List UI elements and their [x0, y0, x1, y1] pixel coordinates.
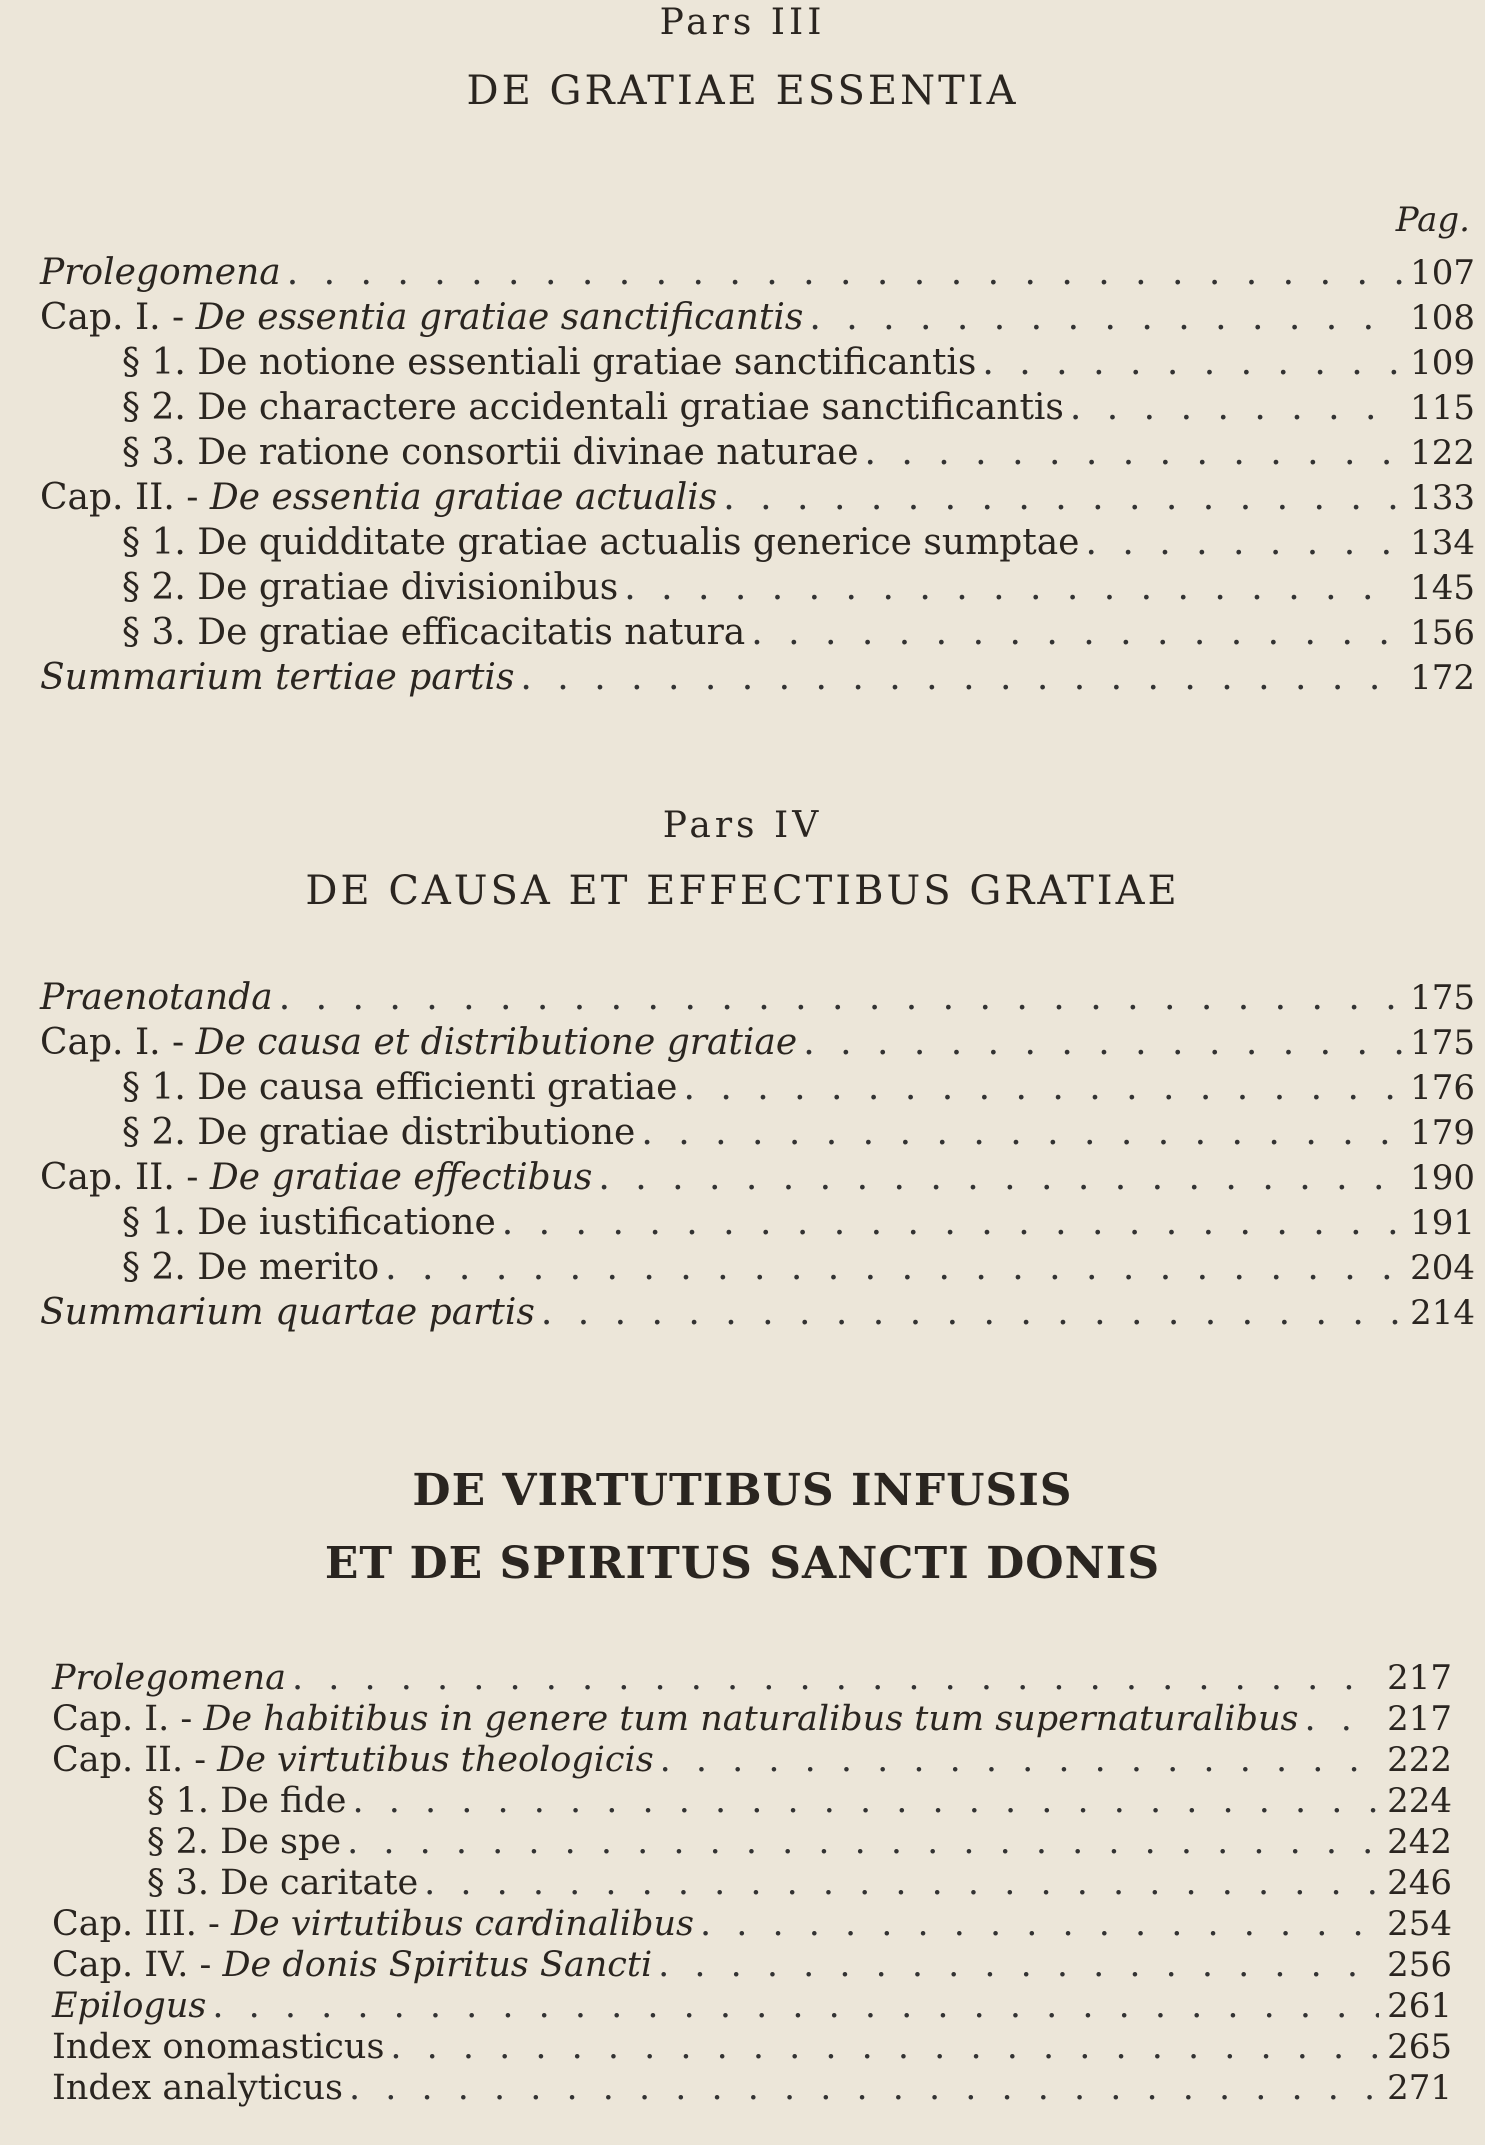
virtutes-title-line1: DE VIRTUTIBUS INFUSIS [412, 1465, 1073, 1516]
toc-entry-page-number: 246 [1387, 1863, 1452, 1903]
toc-entry-prefix: Cap. I. - [40, 297, 196, 338]
toc-entry-label [52, 1699, 1304, 1740]
toc-entry-page-number: 175 [1410, 1023, 1475, 1063]
toc-entry-label [40, 655, 520, 700]
toc-entry [40, 565, 1475, 610]
toc-entry-title: De fide [220, 1781, 347, 1821]
toc-entry-page-number: 115 [1410, 388, 1475, 428]
toc-entry-title: De donis Spiritus Sancti [222, 1945, 653, 1985]
toc-entry-title: De virtutibus cardinalibus [230, 1904, 694, 1944]
toc-entry-label [52, 1822, 347, 1863]
toc-entry-label [52, 1740, 660, 1781]
toc-entry-title: Summarium tertiae partis [40, 657, 515, 698]
toc-entry-label [40, 295, 809, 340]
toc-entry [40, 340, 1475, 385]
toc-entry [40, 1200, 1475, 1245]
toc-entry-prefix: § 2. [122, 1247, 198, 1288]
toc-entry-page-number: 134 [1410, 523, 1475, 563]
part4-heading: Pars IV [662, 805, 823, 846]
dot-leader [700, 1904, 1379, 1945]
dot-leader [390, 2027, 1379, 2068]
toc-entry-title: De gratiae effectibus [209, 1157, 593, 1198]
toc-entry-page-number: 265 [1387, 2027, 1452, 2067]
toc-entry-page-number: 217 [1387, 1658, 1452, 1698]
virtutes-toc [52, 1658, 1452, 2109]
toc-entry-title: De caritate [220, 1863, 419, 1903]
toc-entry-page-number: 175 [1410, 978, 1475, 1018]
toc-entry-prefix: § 2. [122, 387, 198, 428]
toc-entry-page-number: 133 [1410, 478, 1475, 518]
toc-entry-title: De charactere accidentali gratiae sanctificantis [197, 387, 1064, 428]
toc-entry-title: De causa et distributione gratiae [195, 1022, 798, 1063]
toc-entry-page-number: 179 [1410, 1113, 1475, 1153]
toc-entry [52, 1699, 1452, 1740]
dot-leader [660, 1740, 1379, 1781]
toc-entry-prefix: § 2. [122, 1112, 198, 1153]
toc-entry [40, 385, 1475, 430]
toc-entry-page-number: 176 [1410, 1068, 1475, 1108]
dot-leader [1304, 1699, 1379, 1740]
toc-entry-prefix: § 1. [147, 1781, 221, 1821]
toc-entry [40, 1245, 1475, 1290]
page-column-header: Pag. [1395, 200, 1470, 240]
part3-title: DE GRATIAE ESSENTIA [466, 68, 1019, 114]
dot-leader [982, 340, 1402, 385]
toc-entry-prefix: Cap. I. - [40, 1022, 196, 1063]
toc-entry-prefix: § 1. [122, 342, 198, 383]
toc-entry [40, 295, 1475, 340]
toc-entry-title: Summarium quartae partis [40, 1292, 535, 1333]
toc-entry-title: De quidditate gratiae actualis generice sumptae [197, 522, 1080, 563]
dot-leader [212, 1986, 1379, 2027]
toc-entry-prefix: § 1. [122, 1202, 198, 1243]
toc-entry-label [52, 1986, 212, 2027]
toc-entry [52, 2027, 1452, 2068]
toc-entry-prefix: § 1. [122, 1067, 198, 1108]
toc-entry [40, 1020, 1475, 1065]
toc-entry-prefix: Cap. I. - [52, 1699, 204, 1739]
toc-entry-prefix: § 3. [122, 432, 198, 473]
dot-leader [1070, 385, 1402, 430]
dot-leader [385, 1245, 1402, 1290]
toc-entry-prefix: § 1. [122, 522, 198, 563]
dot-leader [803, 1020, 1402, 1065]
dot-leader [520, 655, 1402, 700]
toc-entry-page-number: 190 [1410, 1158, 1475, 1198]
toc-entry-prefix: Cap. II. - [40, 477, 210, 518]
toc-entry-title: De essentia gratiae actualis [209, 477, 718, 518]
toc-entry [52, 1986, 1452, 2027]
toc-entry-label [40, 975, 279, 1020]
toc-entry-label [40, 250, 287, 295]
toc-entry-prefix: Cap. IV. - [52, 1945, 223, 1985]
dot-leader [1085, 520, 1402, 565]
toc-entry-title: De virtutibus theologicis [217, 1740, 654, 1780]
toc-entry-page-number: 108 [1410, 298, 1475, 338]
toc-entry-label [52, 1863, 424, 1904]
toc-entry-prefix: § 2. [122, 567, 198, 608]
toc-entry-page-number: 254 [1387, 1904, 1452, 1944]
dot-leader [751, 610, 1402, 655]
toc-entry-title: De gratiae divisionibus [197, 567, 619, 608]
toc-entry-title: Epilogus [52, 1986, 207, 2026]
toc-entry-page-number: 214 [1410, 1293, 1475, 1333]
toc-entry [52, 1658, 1452, 1699]
part3-heading: Pars III [659, 2, 826, 43]
toc-entry [40, 1065, 1475, 1110]
toc-entry-label [40, 1065, 684, 1110]
part4-title: DE CAUSA ET EFFECTIBUS GRATIAE [305, 868, 1180, 914]
toc-entry-prefix: Cap. II. - [52, 1740, 218, 1780]
dot-leader [809, 295, 1402, 340]
toc-entry-prefix: Cap. II. - [40, 1157, 210, 1198]
toc-entry-label [40, 340, 982, 385]
toc-entry-label [40, 1290, 541, 1335]
toc-entry-label [52, 1904, 700, 1945]
toc-entry [40, 430, 1475, 475]
toc-entry-title: Index onomasticus [52, 2027, 385, 2067]
toc-entry [52, 1781, 1452, 1822]
toc-entry-label [40, 430, 865, 475]
toc-entry-page-number: 172 [1410, 658, 1475, 698]
dot-leader [349, 2068, 1379, 2109]
toc-entry-page-number: 217 [1387, 1699, 1452, 1739]
toc-entry-title: De merito [197, 1247, 380, 1288]
toc-entry-label [40, 610, 751, 655]
toc-entry-prefix: Cap. III. - [52, 1904, 231, 1944]
dot-leader [353, 1781, 1380, 1822]
toc-entry-page-number: 191 [1410, 1203, 1475, 1243]
toc-entry-page-number: 156 [1410, 613, 1475, 653]
toc-entry [52, 1822, 1452, 1863]
dot-leader [684, 1065, 1403, 1110]
toc-entry-label [52, 2068, 349, 2109]
toc-entry-label [52, 1658, 292, 1699]
toc-entry-title: De notione essentiali gratiae sanctificantis [197, 342, 977, 383]
dot-leader [598, 1155, 1402, 1200]
toc-entry [40, 520, 1475, 565]
toc-entry-page-number: 242 [1387, 1822, 1452, 1862]
dot-leader [279, 975, 1402, 1020]
toc-entry-label [40, 475, 723, 520]
toc-entry-title: Prolegomena [52, 1658, 287, 1698]
dot-leader [865, 430, 1403, 475]
toc-entry-page-number: 122 [1410, 433, 1475, 473]
toc-entry-label [52, 2027, 390, 2068]
toc-entry-title: Prolegomena [40, 252, 281, 293]
toc-entry-label [40, 1110, 641, 1155]
toc-entry [40, 475, 1475, 520]
dot-leader [292, 1658, 1379, 1699]
toc-entry-title: De habitibus in genere tum naturalibus tum supernaturalibus [203, 1699, 1299, 1739]
toc-entry-label [40, 1020, 803, 1065]
toc-entry-prefix: § 3. [147, 1863, 221, 1903]
dot-leader [502, 1200, 1402, 1245]
toc-entry-title: De gratiae efficacitatis natura [197, 612, 746, 653]
toc-entry [52, 1740, 1452, 1781]
toc-entry-page-number: 109 [1410, 343, 1475, 383]
toc-entry-label [40, 565, 624, 610]
dot-leader [624, 565, 1402, 610]
toc-entry-page-number: 261 [1387, 1986, 1452, 2026]
toc-entry-title: Index analyticus [52, 2068, 343, 2108]
toc-entry-label [40, 1155, 598, 1200]
toc-entry-page-number: 204 [1410, 1248, 1475, 1288]
toc-entry-label [40, 385, 1070, 430]
toc-entry-prefix: § 2. [147, 1822, 221, 1862]
toc-entry-page-number: 224 [1387, 1781, 1452, 1821]
toc-entry [40, 1155, 1475, 1200]
toc-entry-label [40, 1200, 502, 1245]
toc-entry-title: De gratiae distributione [197, 1112, 636, 1153]
dot-leader [641, 1110, 1402, 1155]
toc-entry-title: De spe [220, 1822, 342, 1862]
dot-leader [287, 250, 1402, 295]
part3-toc [40, 250, 1475, 700]
dot-leader [347, 1822, 1379, 1863]
toc-entry-page-number: 107 [1410, 253, 1475, 293]
toc-entry-page-number: 222 [1387, 1740, 1452, 1780]
toc-entry [52, 1863, 1452, 1904]
toc-entry [40, 655, 1475, 700]
toc-entry-title: De ratione consortii divinae naturae [197, 432, 859, 473]
toc-entry-title: De essentia gratiae sanctificantis [195, 297, 804, 338]
toc-entry-page-number: 145 [1410, 568, 1475, 608]
toc-entry-title: De iustificatione [197, 1202, 496, 1243]
virtutes-title-line2: ET DE SPIRITUS SANCTI DONIS [324, 1538, 1161, 1589]
toc-entry-label [40, 520, 1085, 565]
dot-leader [424, 1863, 1379, 1904]
toc-entry-title: Praenotanda [40, 977, 273, 1018]
dot-leader [541, 1290, 1402, 1335]
toc-entry-label [52, 1781, 353, 1822]
toc-entry-label [40, 1245, 385, 1290]
toc-entry [40, 250, 1475, 295]
toc-entry [40, 975, 1475, 1020]
dot-leader [658, 1945, 1379, 1986]
toc-entry [52, 1904, 1452, 1945]
toc-entry-label [52, 1945, 658, 1986]
toc-entry [52, 1945, 1452, 1986]
toc-entry [52, 2068, 1452, 2109]
toc-entry-page-number: 256 [1387, 1945, 1452, 1985]
part4-toc [40, 975, 1475, 1335]
toc-entry-page-number: 271 [1387, 2068, 1452, 2108]
toc-entry [40, 610, 1475, 655]
toc-entry [40, 1110, 1475, 1155]
toc-entry-prefix: § 3. [122, 612, 198, 653]
dot-leader [723, 475, 1402, 520]
toc-entry [40, 1290, 1475, 1335]
toc-entry-title: De causa efficienti gratiae [197, 1067, 678, 1108]
